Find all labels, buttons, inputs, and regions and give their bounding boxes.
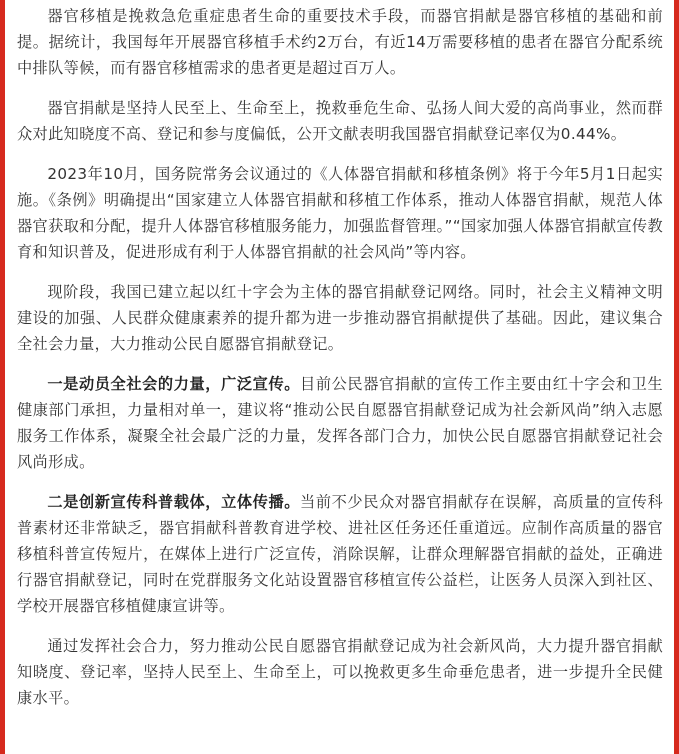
paragraph-4 [17,279,663,357]
paragraph-2 [17,95,663,147]
paragraph-7-text: 通过发挥社会合力，努力推动公民自愿器官捐献登记成为社会新风尚，大力提升器官捐献知晓度、登记率，坚持人民至上、生命至上，可以挽救更多生命垂危患者，进一步提升全民健康水平。 [17,637,663,707]
paragraph-6 [17,489,663,619]
paragraph-6-text: 当前不少民众对器官捐献存在误解，高质量的宣传科普素材还非常缺乏，器官捐献科普教育进学校、进社区任务还任重道远。应制作高质量的器官移植科普宣传短片，在媒体上进行广泛宣传，消除误解，让群众理解器官捐献的益处，正确进行器官捐献登记，同时在党群服务文化站设置器官移植宣传公益栏，让医务人员深入到社区、学校开展器官移植健康宣讲等。 [17,493,663,615]
paragraph-6-lead: 二是创新宣传科普载体，立体传播。 [47,493,301,511]
article-body [17,0,663,725]
paragraph-3 [17,161,663,265]
paragraph-5-text: 目前公民器官捐献的宣传工作主要由红十字会和卫生健康部门承担，力量相对单一，建议将“推动公民自愿器官捐献登记成为社会新风尚”纳入志愿服务工作体系，凝聚全社会最广泛的力量，发挥各部门合力，加快公民自愿器官捐献登记社会风尚形成。 [17,375,663,471]
paragraph-3-text: 2023年10月，国务院常务会议通过的《人体器官捐献和移植条例》将于今年5月1日起实施。《条例》明确提出“国家建立人体器官捐献和移植工作体系，推动人体器官捐献，规范人体器官获取和分配，提升人体器官移植服务能力，加强监督管理。”“国家加强人体器官捐献宣传教育和知识普及，促进形成有利于人体器官捐献的社会风尚”等内容。 [17,165,663,261]
paragraph-1 [17,3,663,81]
paragraph-5-lead: 一是动员全社会的力量，广泛宣传。 [47,375,301,393]
paragraph-2-text: 器官捐献是坚持人民至上、生命至上，挽救垂危生命、弘扬人间大爱的高尚事业，然而群众对此知晓度不高、登记和参与度偏低，公开文献表明我国器官捐献登记率仅为0.44%。 [17,99,663,143]
paragraph-4-text: 现阶段，我国已建立起以红十字会为主体的器官捐献登记网络。同时，社会主义精神文明建设的加强、人民群众健康素养的提升都为进一步推动器官捐献提供了基础。因此，建议集合全社会力量，大力推动公民自愿器官捐献登记。 [17,283,663,353]
right-red-border [674,0,679,754]
paragraph-7 [17,633,663,711]
left-red-border [0,0,5,754]
paragraph-1-text: 器官移植是挽救急危重症患者生命的重要技术手段，而器官捐献是器官移植的基础和前提。据统计，我国每年开展器官移植手术约2万台，有近14万需要移植的患者在器官分配系统中排队等候，而有器官移植需求的患者更是超过百万人。 [17,7,663,77]
paragraph-5 [17,371,663,475]
